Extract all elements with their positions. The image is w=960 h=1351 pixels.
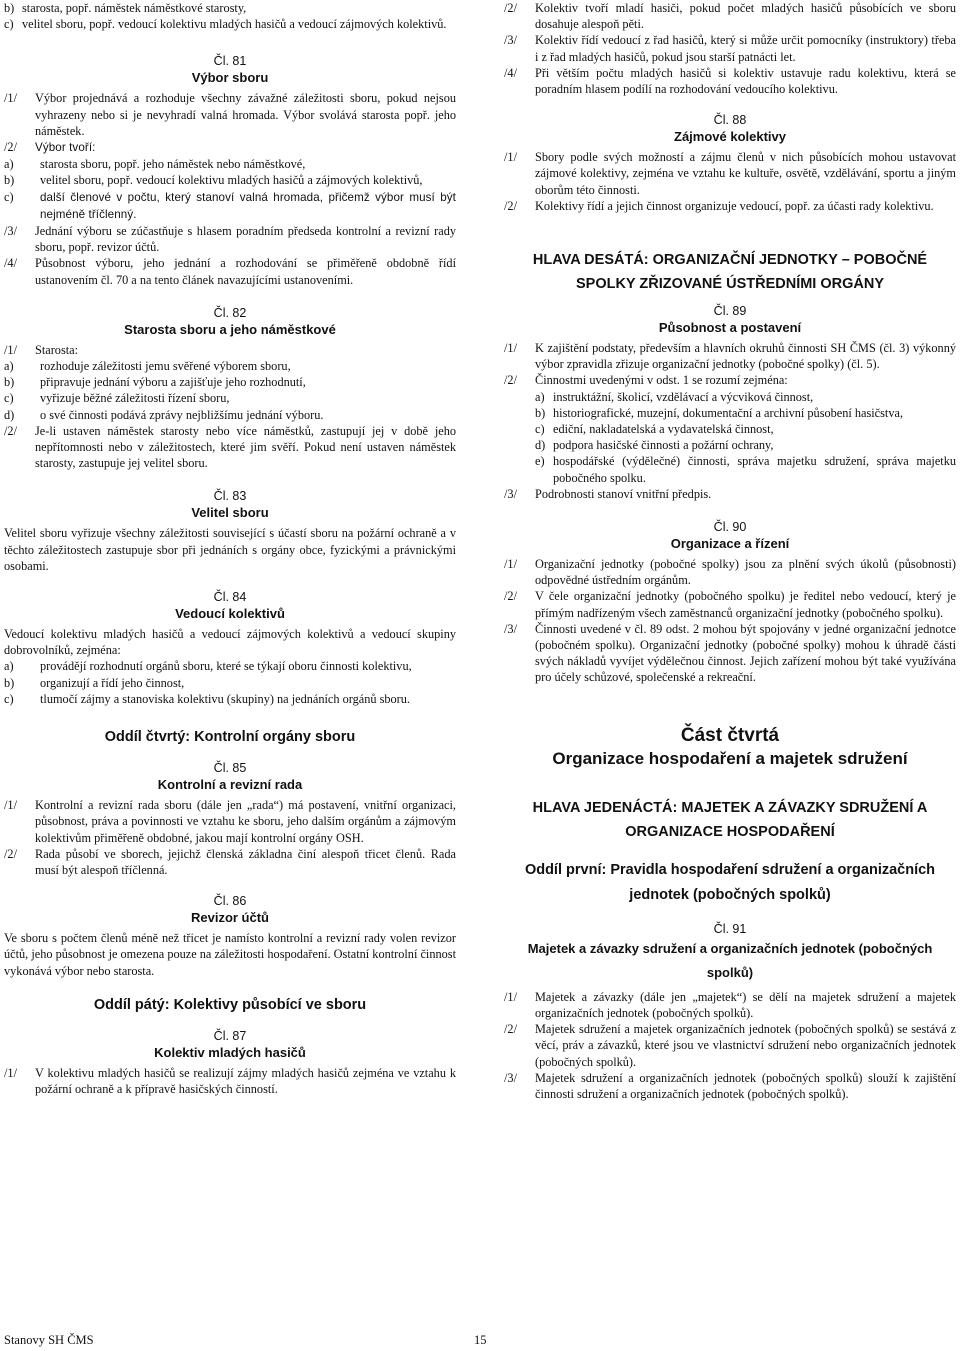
article-number: Čl. 82 [213,305,247,320]
list-item: b) starosta, popř. náměstek náměstkové starosty, [4,1,247,15]
section-heading: Oddíl první: Pravidla hospodaření sdružení a organizačních jednotek (pobočných spolků) [524,861,936,903]
paragraph: /2/ Činnostmi uvedenými v odst. 1 se rozumí zejména: [504,373,788,388]
paragraph: /1/ Organizační jednotky (pobočné spolky) jsou za plnění svých úkolů (působnosti) odpovědné ústředním orgánům. [504,557,956,588]
article-title: Majetek a závazky sdružení a organizačních jednotek (pobočných spolků) [527,940,933,980]
list-item: b) organizují a řídí jeho činnost, [4,675,185,690]
article-title: Organizace a řízení [670,536,790,552]
paragraph: Vedoucí kolektivu mladých hasičů a vedoucí zájmových kolektivů a vedoucí skupiny dobrovolníků, zejména: [4,627,456,658]
paragraph: /1/ V kolektivu mladých hasičů se realizují zájmy mladých hasičů zejména ve vztahu k požární ochraně a k přípravě hasičských činností. [4,1065,456,1096]
paragraph: /1/ K zajištění podstaty, především a hlavních okruhů činnosti SH ČMS (čl. 3) výkonný výbor zpravidla zřizuje organizační jednotky (pobočné spolky) (čl. 5). [504,341,956,372]
paragraph: /1/ Sbory podle svých možností a zájmu členů v nich působících mohou ustavovat zájmové kolektivy, zejména ve vztahu ke kultuře, osvětě, vzdělávání, sportu a jiným oborům této činnosti. [504,150,956,197]
part-heading: Část čtvrtá [680,724,780,746]
paragraph: /4/ Při větším počtu mladých hasičů si kolektiv ustavuje radu kolektivu, která se poradním hlasem podílí na rozhodování vedoucího kolektivu. [504,65,956,97]
paragraph: /3/ Majetek sdružení a organizačních jednotek (pobočných spolků) slouží k zajištění činnosti sdružení a organizačních jednotek (pobočných spolků). [504,1070,956,1101]
article-title: Vedoucí kolektivů [175,606,285,622]
chapter-heading: HLAVA JEDENÁCTÁ: MAJETEK A ZÁVAZKY SDRUŽENÍ A ORGANIZACE HOSPODAŘENÍ [532,799,928,840]
paragraph: /1/ Majetek a závazky (dále jen „majetek“) se dělí na majetek sdružení a majetek organizačních jednotek (pobočných spolků). [504,989,956,1020]
paragraph: /3/ Činnosti uvedené v čl. 89 odst. 2 mohou být spojovány v jedné organizační jednotce (pobočném spolku). Organizační jednotky (pobočné spolky) mohou k úhradě části svých nákladů vyvíjet výdělečnou činnost. Jejich zařízení mohou být také využívána pro účely schůzové, společenské a rekreační. [504,621,956,685]
article-number: Čl. 85 [213,761,247,776]
list-item: a) rozhoduje záležitosti jemu svěřené výborem sboru, [4,359,291,374]
article-title: Působnost a postavení [658,320,802,336]
article-title: Revizor účtů [190,910,269,926]
paragraph: Velitel sboru vyřizuje všechny záležitosti související s účastí sboru na požární ochraně a v těchto záležitostech zastupuje sbor při jednáních s orgány obce, fyzickými a právnickými osobami. [4,526,456,573]
right-column [504,0,956,1102]
paragraph: /2/ Rada působí ve sborech, jejichž členská základna činí alespoň třicet členů. Rada musí být alespoň tříčlenná. [4,846,456,877]
paragraph: /2/ Výbor tvoří: [4,140,96,155]
article-number: Čl. 86 [213,894,247,909]
article-number: Čl. 91 [713,921,747,936]
list-item: c) tlumočí zájmy a stanoviska kolektivu (skupiny) na jednáních orgánů sboru. [4,691,410,706]
list-item: c) velitel sboru, popř. vedoucí kolektivu mladých hasičů a vedoucí zájmových kolektivů. [4,17,447,32]
section-heading: Oddíl čtvrtý: Kontrolní orgány sboru [104,729,356,746]
paragraph: /1/ Kontrolní a revizní rada sboru (dále jen „rada“) má postavení, vnitřní organizaci, působnost, práva a povinnosti ve vztahu ke sboru, jeho dalším orgánům a zájmovým kolektivům přiměřeně obdobné, jakou mají kontrolní orgány OSH. [4,798,456,845]
article-title: Zájmové kolektivy [674,129,786,145]
paragraph: /2/ Kolektiv tvoří mladí hasiči, pokud počet mladých hasičů působících ve sboru dosahuje alespoň pěti. [504,1,956,32]
left-column [4,0,456,1097]
list-item: c) vyřizuje běžné záležitosti řízení sboru, [4,391,230,406]
list-item: e) hospodářské (výdělečné) činnosti, správa majetku sdružení, správa majetku pobočného spolku. [535,454,956,485]
paragraph: /2/ Majetek sdružení a majetek organizačních jednotek (pobočných spolků) se sestává z věcí, práv a závazků, které jsou ve vlastnictví sdružení nebo organizačních jednotek (pobočných spolků). [504,1022,956,1069]
article-title: Starosta sboru a jeho náměstkové [124,321,336,337]
list-item: a) instruktážní, školicí, vzdělávací a výcviková činnost, [535,389,814,404]
article-title: Velitel sboru [191,505,269,521]
list-item: b) historiografické, muzejní, dokumentační a archivní působení hasičstva, [535,405,904,420]
list-item: c) další členové v počtu, který stanoví valná hromada, přičemž výbor musí být nejméně tříčlenný. [4,189,456,221]
paragraph: /1/ Výbor projednává a rozhoduje všechny závažné záležitosti sboru, pokud nejsou vyhrazeny nebo si je nevyhradí valná hromada. Výbor svolává starosta popř. jeho náměstek. [4,91,456,138]
paragraph: /4/ Působnost výboru, jeho jednání a rozhodování se přiměřeně obdobně řídí ustanovením čl. 70 a na tento článek navazujícími ustanoveními. [4,256,456,287]
paragraph: /3/ Kolektiv řídí vedoucí z řad hasičů, který si může určit pomocníky (instruktory) třeba i z řad mladých hasičů, pokud jsou starší patnácti let. [504,33,956,64]
article-title: Kolektiv mladých hasičů [154,1044,306,1060]
article-number: Čl. 81 [213,54,247,69]
list-item: b) velitel sboru, popř. vedoucí kolektivu mladých hasičů a zájmových kolektivů, [4,173,423,188]
paragraph: /2/ Je-li ustaven náměstek starosty nebo více náměstků, zastupují jej v době jeho nepřítomnosti nebo v záležitostech, které jim svěří. Pokud není ustaven náměstek starosty, zastupuje jej velitel sboru. [4,423,456,471]
list-item: c) ediční, nakladatelská a vydavatelská činnost, [535,422,774,437]
article-title: Výbor sboru [191,70,269,86]
paragraph: Ve sboru s počtem členů méně než třicet je namísto kontrolní a revizní rady volen revizor účtů, jeho působnost je omezena pouze na záležitosti hospodaření. Ostatní kontrolní činnost vykonává výbor nebo starosta. [4,931,456,978]
article-number: Čl. 88 [713,113,747,128]
list-item: b) připravuje jednání výboru a zajišťuje jeho rozhodnutí, [4,375,306,390]
footer-document-name: Stanovy SH ČMS [4,1333,94,1347]
article-number: Čl. 87 [213,1028,247,1043]
footer-page-number: 15 [474,1333,487,1347]
list-item: a) starosta sboru, popř. jeho náměstek nebo náměstkové, [4,157,306,172]
paragraph: /2/ Kolektivy řídí a jejich činnost organizuje vedoucí, popř. za účasti rady kolektivu. [504,198,934,213]
paragraph: /2/ V čele organizační jednotky (pobočného spolku) je ředitel nebo vedoucí, který je přímým nadřízeným všech zaměstnanců organizační jednotky (pobočného spolku). [504,589,956,620]
paragraph: /3/ Jednání výboru se zúčastňuje s hlasem poradním předseda kontrolní a revizní rady sboru, popř. revizor účtů. [4,224,456,255]
article-number: Čl. 83 [213,489,247,504]
list-item: d) podpora hasičské činnosti a požární ochrany, [535,438,774,453]
section-heading: Oddíl pátý: Kolektivy působící ve sboru [93,996,367,1013]
list-item: a) provádějí rozhodnutí orgánů sboru, které se týkají oboru činnosti kolektivu, [4,659,412,674]
article-number: Čl. 89 [713,304,747,319]
paragraph: /3/ Podrobnosti stanoví vnitřní předpis. [504,486,712,501]
article-title: Kontrolní a revizní rada [157,777,303,793]
list-item: d) o své činnosti podává zprávy nejbližšímu jednání výboru. [4,407,324,422]
paragraph: /1/ Starosta: [4,342,79,357]
article-number: Čl. 90 [713,520,747,535]
article-number: Čl. 84 [213,590,247,605]
part-title: Organizace hospodaření a majetek sdružení [552,748,908,768]
chapter-heading: HLAVA DESÁTÁ: ORGANIZAČNÍ JEDNOTKY – POBOČNÉ SPOLKY ZŘIZOVANÉ ÚSTŘEDNÍMI ORGÁNY [532,252,928,293]
